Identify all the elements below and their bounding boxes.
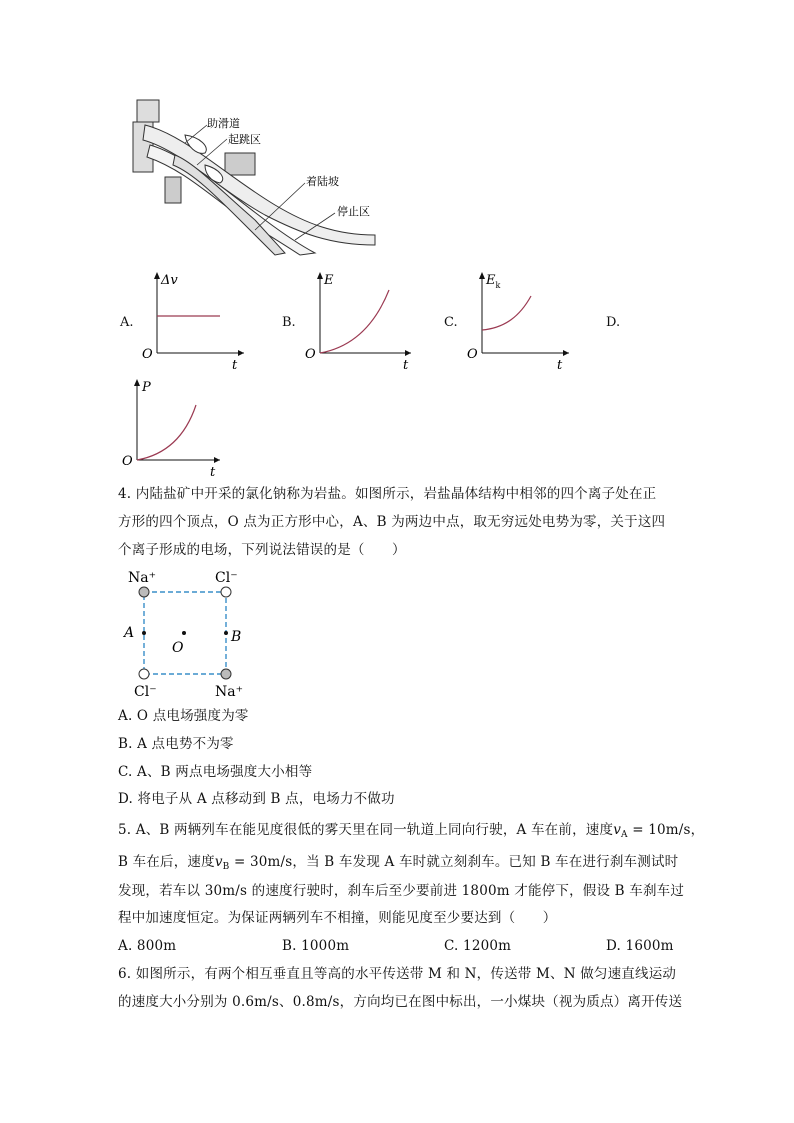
q6-line-1: 6. 如图所示，有两个相互垂直且等高的水平传送带 M 和 N，传送带 M、N 做匀速直线运动 — [118, 966, 677, 982]
q5-option-d: D. 1600m — [606, 938, 674, 954]
ion-top-left — [139, 587, 149, 597]
q4-option-b: B. A 点电势不为零 — [118, 736, 234, 752]
point-o-label: O — [172, 640, 184, 656]
graph-c — [465, 268, 575, 373]
ion-bottom-left — [139, 669, 149, 679]
graph-d-xlabel: t — [210, 465, 216, 478]
label-stop-zone: 停止区 — [337, 205, 370, 218]
graph-d-curve — [137, 405, 196, 460]
q5-line-3: 发现，若车以 30m/s 的速度行驶时，刹车后至少要前进 1800m 才能停下，假设 B 车刹车过 — [118, 883, 685, 899]
point-b-label: B — [231, 629, 242, 645]
q4-option-d: D. 将电子从 A 点移动到 B 点，电场力不做功 — [118, 791, 395, 807]
ion-top-right — [221, 587, 231, 597]
q5-option-c: C. 1200m — [444, 938, 512, 954]
graph-a-xlabel: t — [232, 358, 238, 373]
graph-c-xlabel: t — [557, 358, 563, 373]
q4-option-c: C. A、B 两点电场强度大小相等 — [118, 764, 313, 780]
graph-b-origin: O — [305, 347, 316, 362]
label-takeoff-zone: 起跳区 — [228, 133, 261, 146]
label-slide-track: 助滑道 — [207, 117, 240, 130]
point-a-dot — [142, 631, 146, 635]
option-b-letter: B. — [282, 315, 296, 330]
q6-line-2: 的速度大小分别为 0.6m/s、0.8m/s，方向均已在图中标出，一小煤块（视为质点）离开传送 — [118, 994, 683, 1010]
graph-d-origin: O — [122, 454, 133, 469]
label-landing-slope: 着陆坡 — [306, 175, 339, 188]
q5-option-b: B. 1000m — [282, 938, 350, 954]
graph-a-ylabel: Δv — [161, 273, 178, 288]
graph-c-ylabel: $E_k$ — [486, 273, 501, 290]
graph-b-xlabel: t — [403, 358, 409, 373]
option-d-letter: D. — [606, 315, 621, 330]
graph-b — [303, 268, 418, 373]
ion-label-top-left: Na⁺ — [128, 570, 156, 586]
graph-c-curve — [482, 296, 531, 330]
graph-c-origin: O — [467, 347, 478, 362]
q5-line-1: 5. A、B 两辆列车在能见度很低的雾天里在同一轨道上同向行驶，A 车在前，速度$v_A = 10m/s$， — [118, 822, 705, 840]
q4-option-a: A. O 点电场强度为零 — [118, 708, 249, 724]
graph-d-ylabel: P — [142, 380, 151, 395]
graph-a — [140, 268, 250, 373]
point-o-dot — [182, 631, 186, 635]
ion-label-top-right: Cl⁻ — [215, 570, 238, 586]
q4-stem-line-2: 方形的四个顶点，O 点为正方形中心，A、B 为两边中点，取无穷远处电势为零，关于这四 — [118, 514, 666, 530]
graph-b-curve — [320, 290, 389, 353]
point-b-dot — [224, 631, 228, 635]
q5-option-a: A. 800m — [118, 938, 177, 954]
q4-stem-line-3: 个离子形成的电场，下列说法错误的是（ ） — [118, 542, 406, 558]
ski-jump-figure — [125, 95, 395, 265]
option-a-letter: A. — [120, 315, 134, 330]
ion-label-bottom-left: Cl⁻ — [134, 684, 157, 700]
nacl-square-figure — [118, 562, 258, 704]
option-c-letter: C. — [444, 315, 458, 330]
graph-b-ylabel: E — [324, 273, 334, 288]
q5-line-2: B 车在后，速度$v_B = 30m/s$，当 B 车发现 A 车时就立刻刹车。已知 B 车在进行刹车测试时 — [118, 854, 679, 872]
q4-stem-line-1: 4. 内陆盐矿中开采的氯化钠称为岩盐。如图所示，岩盐晶体结构中相邻的四个离子处在正 — [118, 486, 657, 502]
q5-line-4: 程中加速度恒定。为保证两辆列车不相撞，则能见度至少要达到（ ） — [118, 910, 557, 926]
graph-a-origin: O — [142, 347, 153, 362]
ion-label-bottom-right: Na⁺ — [215, 684, 243, 700]
point-a-label: A — [124, 625, 135, 641]
graph-d — [120, 373, 230, 478]
ion-bottom-right — [221, 669, 231, 679]
